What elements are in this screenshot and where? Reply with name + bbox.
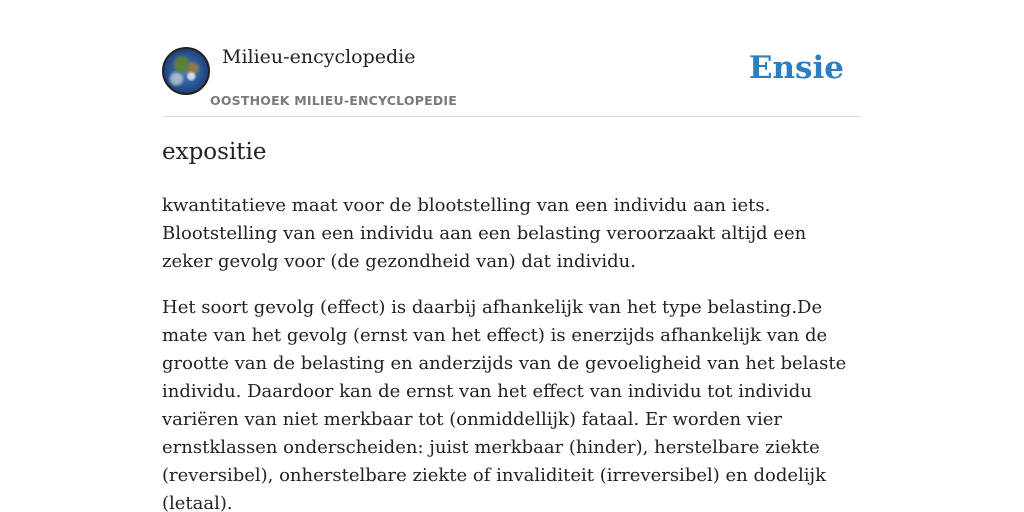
body-paragraph: Het soort gevolg (effect) is daarbij afhankelijk van het type belasting.De mate van het gevolg (ernst van het effect) is enerzijds afhankelijk van de grootte van de belasting en anderzijds van de gevoeligheid van het belaste individu. Daardoor kan de ernst van het effect van individu tot individu variëren van niet merkbaar tot (onmiddellijk) fataal. Er worden vier ernstklassen onderscheiden: juist merkbaar (hinder), herstelbare ziekte (reversibel), onherstelbare ziekte of invaliditeit (irreversibel) en dodelijk (letaal). (162, 297, 847, 512)
ensie-brand-link[interactable]: Ensie (748, 50, 844, 86)
earth-globe-icon[interactable] (162, 47, 210, 95)
site-title[interactable]: Milieu-encyclopedie (222, 46, 416, 68)
article-body (162, 192, 862, 512)
site-subtitle: OOSTHOEK MILIEU-ENCYCLOPEDIE (210, 93, 457, 108)
site-header (162, 44, 862, 117)
definition-paragraph: kwantitatieve maat voor de blootstelling van een individu aan iets. Blootstelling van een individu aan een belasting veroorzaakt altijd een zeker gevolg voor (de gezondheid van) dat individu. (162, 195, 807, 272)
term-title: expositie (162, 139, 267, 165)
